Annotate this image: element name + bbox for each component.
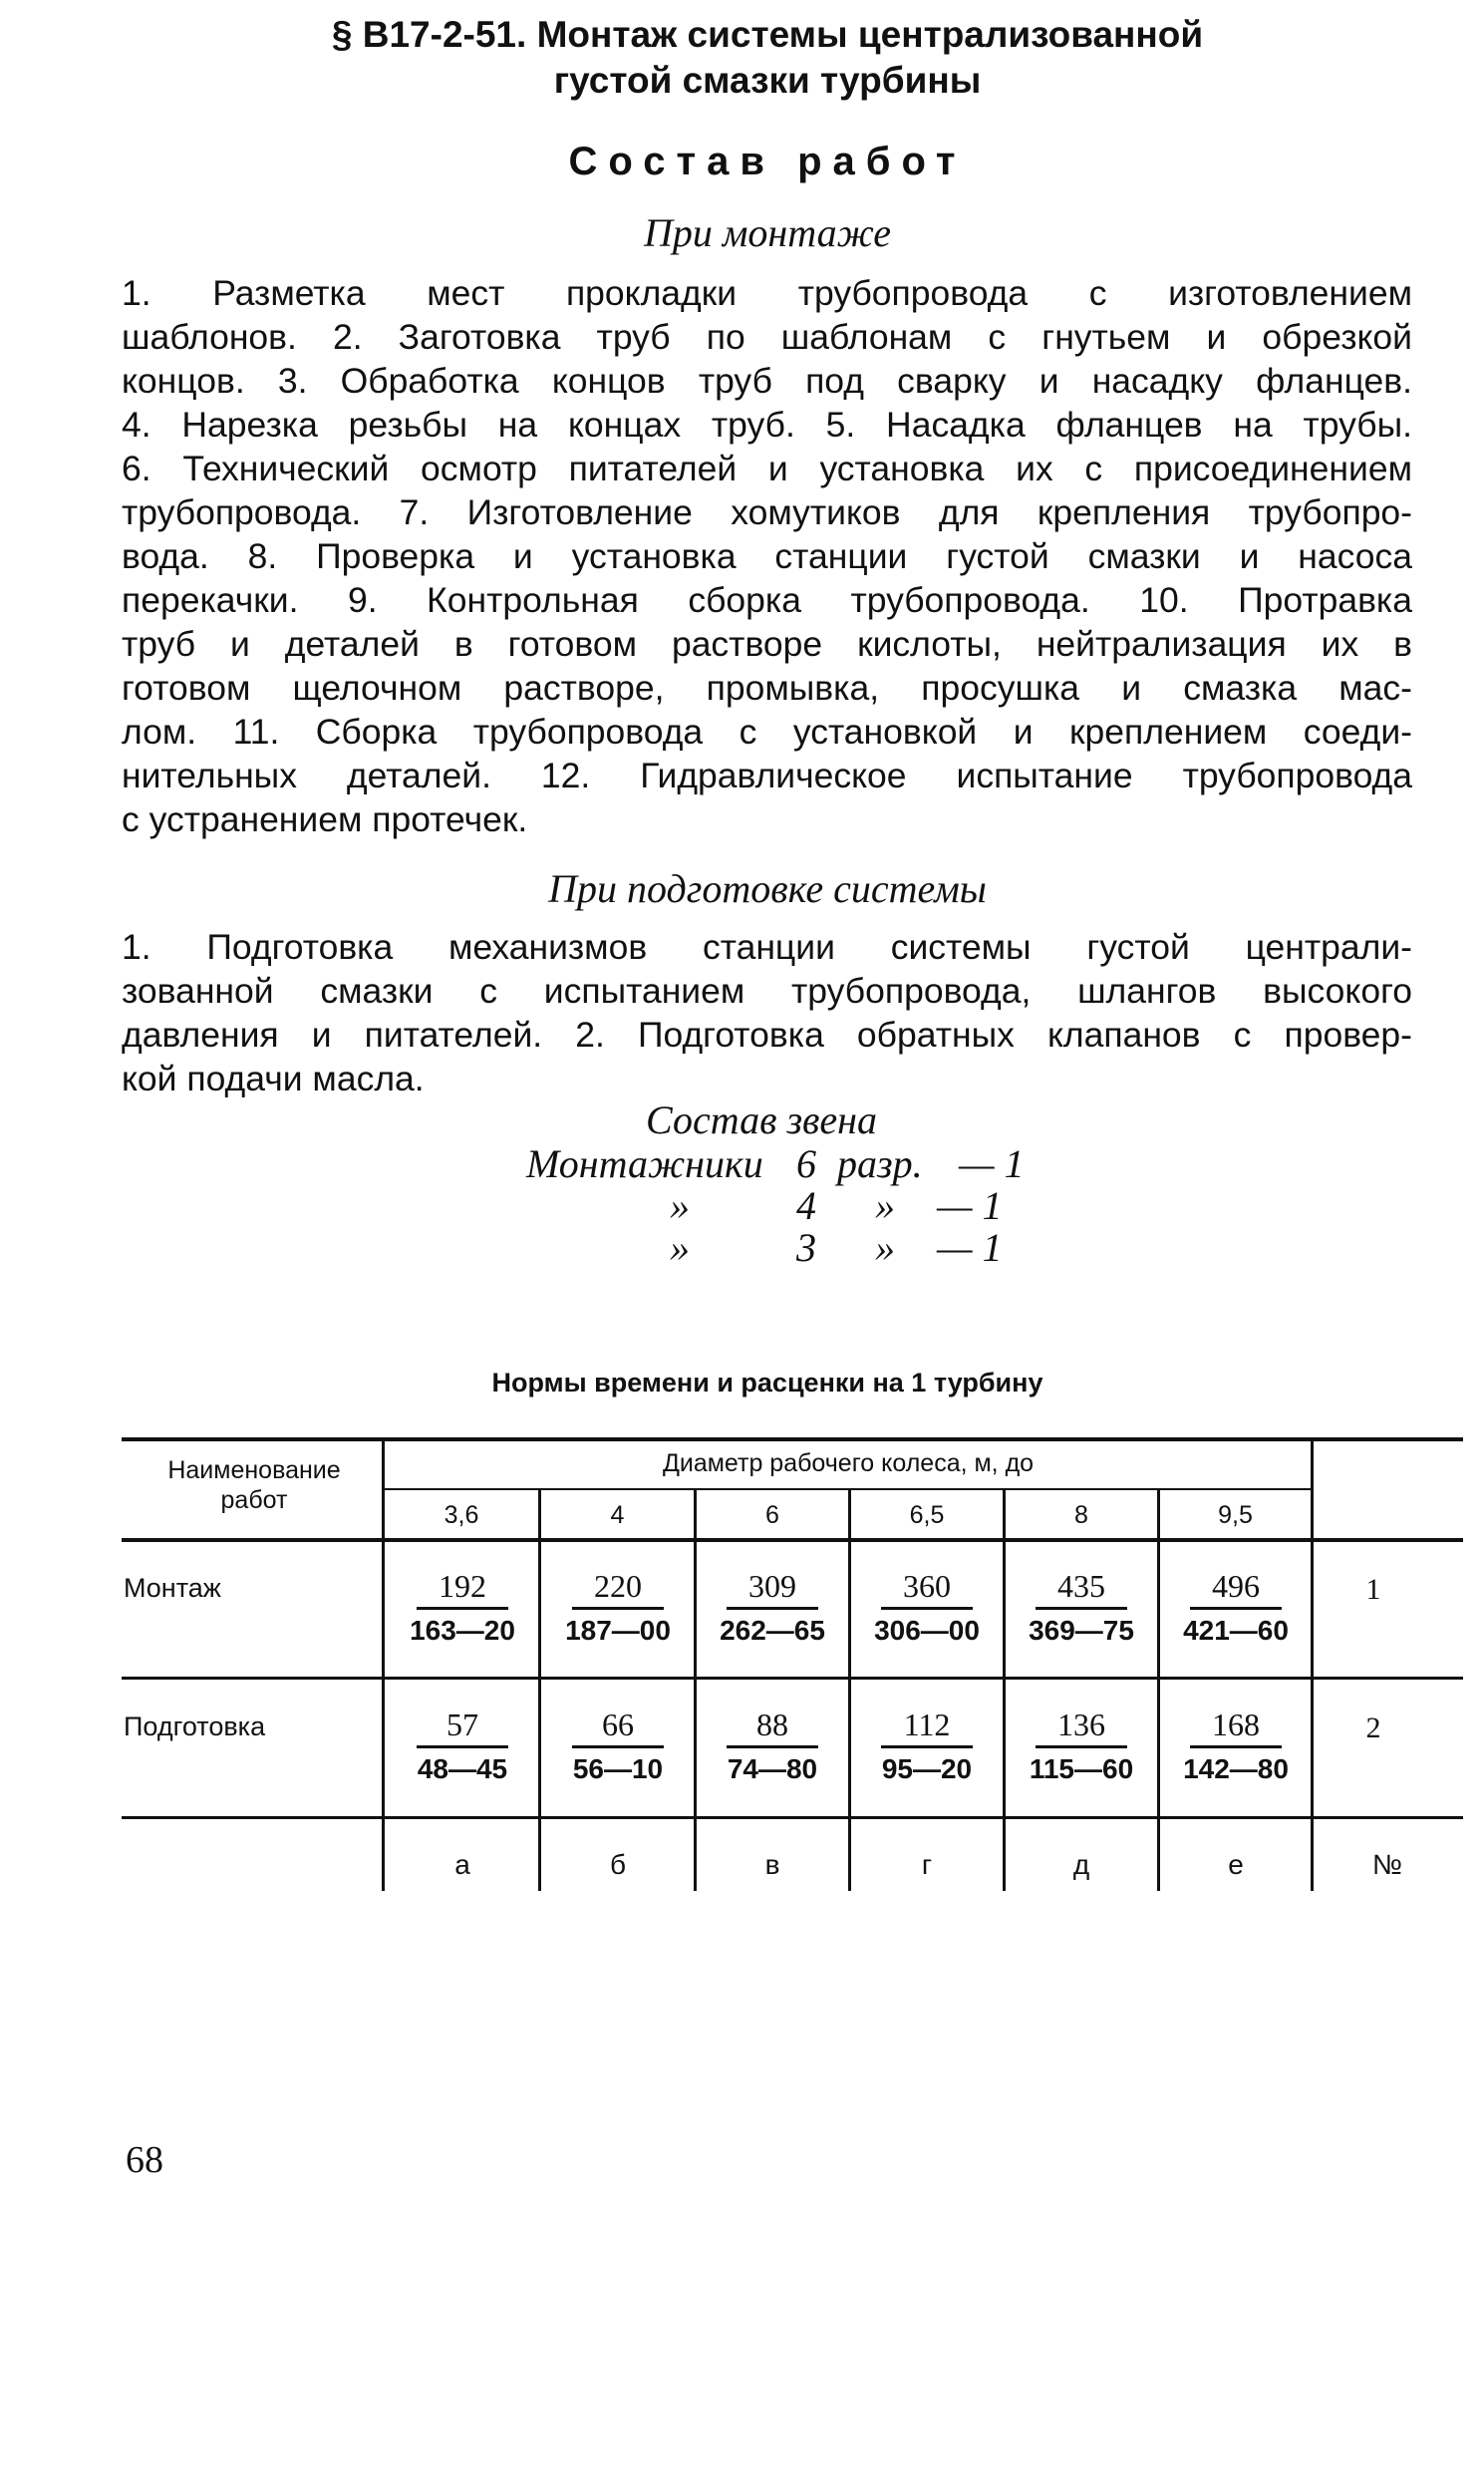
- table-rule: [538, 1488, 541, 1891]
- col-header-name: [130, 1455, 379, 1515]
- diameter-header: 4: [610, 1501, 625, 1529]
- crew-ditto: »: [670, 1225, 690, 1270]
- text-line: трубопровода. 7. Изготовление хомутиков для крепления трубопро-: [122, 492, 1412, 532]
- column-letter: а: [454, 1849, 470, 1880]
- table-rule: [122, 1538, 1463, 1542]
- crew-ditto: »: [670, 1183, 690, 1228]
- text-line: 6. Технический осмотр питателей и установка их с присоединением: [122, 449, 1412, 488]
- text-line: зованной смазки с испытанием трубопровода, шлангов высокого: [122, 971, 1412, 1011]
- crew-count: — 1: [937, 1183, 1003, 1228]
- crew-grade: 6: [796, 1141, 816, 1186]
- time-norm: 66: [602, 1707, 634, 1742]
- table-rule: [122, 1816, 1463, 1819]
- table-rule: [122, 1437, 1463, 1441]
- column-letter: г: [921, 1849, 933, 1880]
- time-norm: 168: [1212, 1707, 1260, 1742]
- diameter-header: 8: [1074, 1501, 1088, 1529]
- price: 306—00: [874, 1615, 980, 1646]
- column-letter: д: [1072, 1849, 1090, 1880]
- time-norm: 88: [756, 1707, 788, 1742]
- time-norm: 435: [1057, 1568, 1105, 1604]
- table-cell: [1158, 1706, 1314, 1786]
- composition-heading: Состав работ: [568, 140, 967, 183]
- crew-unit: »: [875, 1183, 895, 1228]
- table-cell: [385, 1567, 540, 1648]
- montage-subheading: При монтаже: [643, 210, 892, 255]
- row-number: 1: [1365, 1573, 1381, 1606]
- table-cell: [1004, 1567, 1159, 1648]
- section-title-line1: § В17-2-51. Монтаж системы централизованной: [331, 14, 1204, 55]
- table-title: Нормы времени и расценки на 1 турбину: [491, 1368, 1043, 1398]
- table-rule: [1157, 1488, 1160, 1891]
- text-line: 4. Нарезка резьбы на концах труб. 5. Насадка фланцев на трубы.: [122, 405, 1412, 445]
- price: 187—00: [565, 1615, 671, 1646]
- text-line: с устранением протечек.: [122, 799, 528, 839]
- text-line: вода. 8. Проверка и установка станции густой смазки и насоса: [122, 536, 1412, 576]
- crew-grade: 3: [796, 1225, 816, 1270]
- table-cell: [1158, 1567, 1314, 1648]
- time-norm: 309: [748, 1568, 796, 1604]
- diameter-header: 6,5: [909, 1501, 945, 1529]
- table-rule: [848, 1488, 851, 1891]
- row-number: 2: [1365, 1711, 1381, 1744]
- table-cell: [540, 1706, 696, 1786]
- row-label-preparation: Подготовка: [124, 1711, 266, 1741]
- diameter-header: 3,6: [444, 1501, 479, 1529]
- text-line: кой подачи масла.: [122, 1059, 425, 1098]
- table-cell: [849, 1706, 1005, 1786]
- crew-count: — 1: [959, 1141, 1025, 1186]
- crew-count: — 1: [937, 1225, 1003, 1270]
- price: 163—20: [410, 1615, 515, 1646]
- text-line: лом. 11. Сборка трубопровода с установкой и креплением соеди-: [122, 712, 1412, 752]
- table-cell: [1004, 1706, 1159, 1786]
- section-title-line2: густой смазки турбины: [553, 60, 982, 101]
- section-title: [120, 12, 1415, 104]
- time-norm: 496: [1212, 1568, 1260, 1604]
- col-header-name-line: работ: [220, 1486, 288, 1514]
- text-line: перекачки. 9. Контрольная сборка трубопровода. 10. Протравка: [122, 580, 1412, 620]
- diameter-header: 6: [765, 1501, 779, 1529]
- time-norm: 360: [903, 1568, 951, 1604]
- number-column-label: №: [1371, 1849, 1403, 1880]
- time-norm: 136: [1057, 1707, 1105, 1742]
- table-cell: [540, 1567, 696, 1648]
- price: 74—80: [727, 1753, 818, 1784]
- text-line: труб и деталей в готовом растворе кислоты, нейтрализация их в: [122, 624, 1412, 664]
- table-cell: [695, 1567, 850, 1648]
- time-norm: 57: [446, 1707, 478, 1742]
- table-rule: [1311, 1437, 1314, 1891]
- montage-paragraph: [122, 271, 1412, 841]
- text-line: шаблонов. 2. Заготовка труб по шаблонам с гнутьем и обрезкой: [122, 317, 1412, 357]
- price: 115—60: [1029, 1753, 1134, 1784]
- table-rule: [122, 1677, 1463, 1680]
- column-letter: в: [764, 1849, 780, 1880]
- price: 421—60: [1183, 1615, 1289, 1646]
- crew-unit: разр.: [837, 1141, 923, 1186]
- crew-role: Монтажники: [526, 1141, 763, 1186]
- diameter-header: 9,5: [1218, 1501, 1253, 1529]
- table-rule: [1003, 1488, 1006, 1891]
- price: 95—20: [881, 1753, 973, 1784]
- crew-unit: »: [875, 1225, 895, 1270]
- table-rule: [694, 1488, 697, 1891]
- text-line: давления и питателей. 2. Подготовка обратных клапанов с провер-: [122, 1015, 1412, 1055]
- page-number: 68: [126, 2139, 163, 2181]
- col-header-name-line: Наименование: [167, 1456, 341, 1484]
- time-norm: 220: [594, 1568, 642, 1604]
- price: 369—75: [1029, 1615, 1134, 1646]
- time-norm: 192: [439, 1568, 486, 1604]
- crew-grade: 4: [796, 1183, 816, 1228]
- price: 262—65: [720, 1615, 825, 1646]
- col-header-group: Диаметр рабочего колеса, м, до: [662, 1449, 1035, 1477]
- column-letter: б: [609, 1849, 627, 1880]
- text-line: готовом щелочном растворе, промывка, просушка и смазка мас-: [122, 668, 1412, 708]
- table-cell: [385, 1706, 540, 1786]
- text-line: концов. 3. Обработка концов труб под сварку и насадку фланцев.: [122, 361, 1412, 401]
- preparation-paragraph: [122, 925, 1412, 1100]
- crew-heading: Состав звена: [646, 1097, 878, 1142]
- text-line: 1. Разметка мест прокладки трубопровода с изготовлением: [122, 273, 1412, 313]
- column-letter: е: [1228, 1849, 1244, 1880]
- row-label-montage: Монтаж: [124, 1573, 221, 1603]
- preparation-subheading: При подготовке системы: [548, 866, 987, 911]
- table-cell: [695, 1706, 850, 1786]
- price: 48—45: [417, 1753, 508, 1784]
- table-cell: [849, 1567, 1005, 1648]
- text-line: нительных деталей. 12. Гидравлическое испытание трубопровода: [122, 756, 1412, 795]
- time-norm: 112: [903, 1707, 951, 1742]
- price: 142—80: [1183, 1753, 1289, 1784]
- text-line: 1. Подготовка механизмов станции системы густой централи-: [122, 927, 1412, 967]
- price: 56—10: [572, 1753, 664, 1784]
